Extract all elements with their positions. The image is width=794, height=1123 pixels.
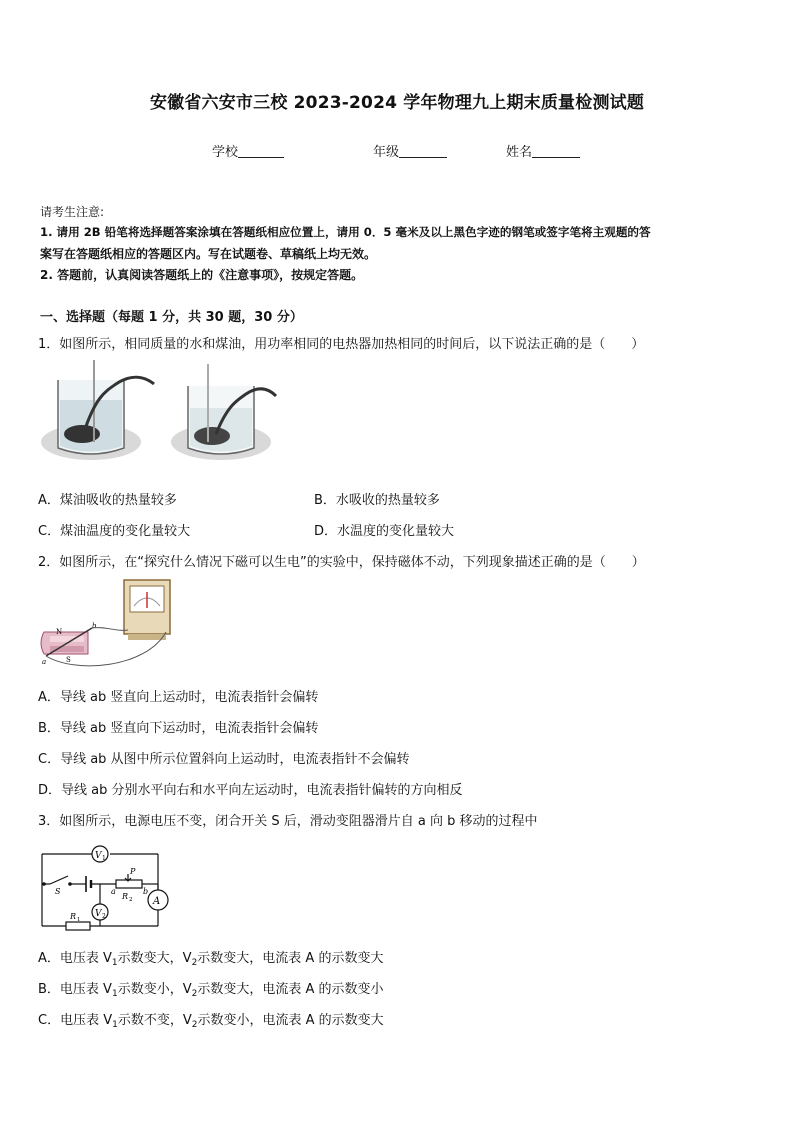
v2-label: V [95, 909, 102, 919]
grade-field [373, 141, 447, 160]
q1-option-b: B．水吸收的热量较多 [314, 493, 440, 508]
q2-figure-induction [36, 576, 186, 668]
notice-heading: 请考生注意: [40, 205, 105, 219]
magnet-n-label: N [56, 628, 63, 636]
q1-figure-beakers [36, 356, 286, 470]
rheostat-a-label: a [111, 887, 116, 896]
name-label: 姓名 [506, 145, 533, 160]
school-label: 学校 [212, 145, 239, 160]
grade-label: 年级 [373, 145, 400, 160]
r2-label: R [122, 892, 129, 901]
q2-option-b: B．导线 ab 竖直向下运动时，电流表指针会偏转 [38, 721, 319, 736]
q1-option-d: D．水温度的变化量较大 [314, 524, 455, 539]
page-title: 安徽省六安市三校 2023-2024 学年物理九上期末质量检测试题 [149, 93, 645, 113]
r2-sub: 2 [129, 897, 133, 903]
slider-p-label: P [130, 867, 136, 876]
q3-option-c [38, 1009, 384, 1030]
q3-b-pre: B．电压表 V [38, 982, 112, 997]
wire-a-label: a [42, 658, 47, 666]
r1-label: R [70, 912, 77, 921]
v2-sub: 2 [102, 913, 106, 920]
magnet-s-label: S [66, 656, 71, 664]
q3-figure-circuit [36, 836, 186, 936]
q3-c-sub2: 2 [191, 1020, 198, 1030]
notice-item1-line1: 1. 请用 2B 铅笔将选择题答案涂填在答题纸相应位置上，请用 0．5 毫米及以上黑色字迹的钢笔或签字笔将主观题的答 [40, 225, 651, 239]
q2-option-d: D．导线 ab 分别水平向右和水平向左运动时，电流表指针偏转的方向相反 [38, 783, 463, 798]
switch-s-label: S [55, 887, 61, 896]
q1-stem: 1．如图所示，相同质量的水和煤油，用功率相同的电热器加热相同的时间后，以下说法正确的是（ ） [38, 337, 645, 352]
school-field [212, 141, 284, 160]
school-blank [238, 145, 284, 158]
q2-option-a: A．导线 ab 竖直向上运动时，电流表指针会偏转 [38, 690, 319, 705]
q2-option-c: C．导线 ab 从图中所示位置斜向上运动时，电流表指针不会偏转 [38, 752, 410, 767]
q3-a-sub1: 1 [111, 958, 118, 968]
resistor-r1-icon [66, 922, 90, 930]
q3-a-post: 示数变大，电流表 A 的示数变大 [197, 951, 384, 966]
q3-c-pre: C．电压表 V [38, 1013, 113, 1028]
name-blank [532, 145, 580, 158]
q1-option-a: A．煤油吸收的热量较多 [38, 493, 177, 508]
notice-item1-line2: 案写在答题纸相应的答题区内。写在试题卷、草稿纸上均无效。 [40, 247, 377, 261]
grade-blank [399, 145, 447, 158]
q3-b-sub2: 2 [191, 989, 198, 999]
q1-option-c: C．煤油温度的变化量较大 [38, 524, 191, 539]
q3-a-pre: A．电压表 V [38, 951, 112, 966]
q3-c-sub1: 1 [112, 1020, 118, 1030]
q3-option-a [38, 947, 383, 968]
ammeter-label: A [153, 896, 161, 907]
v1-label: V [95, 851, 102, 861]
v1-sub: 1 [102, 855, 106, 862]
wire-b-label: b [92, 622, 97, 630]
q3-b-mid: 示数变小，V [117, 982, 192, 997]
q3-b-post: 示数变大，电流表 A 的示数变小 [197, 982, 384, 997]
q3-stem: 3．如图所示，电源电压不变，闭合开关 S 后，滑动变阻器滑片自 a 向 b 移动的过程中 [38, 814, 538, 829]
q3-option-b [38, 978, 384, 999]
q3-b-sub1: 1 [111, 989, 118, 999]
r1-sub: 1 [77, 917, 81, 923]
q3-c-mid: 示数不变，V [117, 1013, 192, 1028]
notice-item2: 2. 答题前，认真阅读答题纸上的《注意事项》，按规定答题。 [40, 268, 364, 282]
q3-a-sub2: 2 [191, 958, 198, 968]
rheostat-r2-icon [116, 880, 142, 888]
name-field [506, 141, 580, 160]
q3-c-post: 示数变小，电流表 A 的示数变大 [197, 1013, 384, 1028]
q2-stem: 2．如图所示，在“探究什么情况下磁可以生电”的实验中，保持磁体不动，下列现象描述正确的是（ ） [38, 555, 645, 570]
q3-a-mid: 示数变大，V [117, 951, 192, 966]
section-heading: 一、选择题（每题 1 分，共 30 题，30 分） [40, 310, 303, 325]
rheostat-b-label: b [143, 887, 149, 896]
